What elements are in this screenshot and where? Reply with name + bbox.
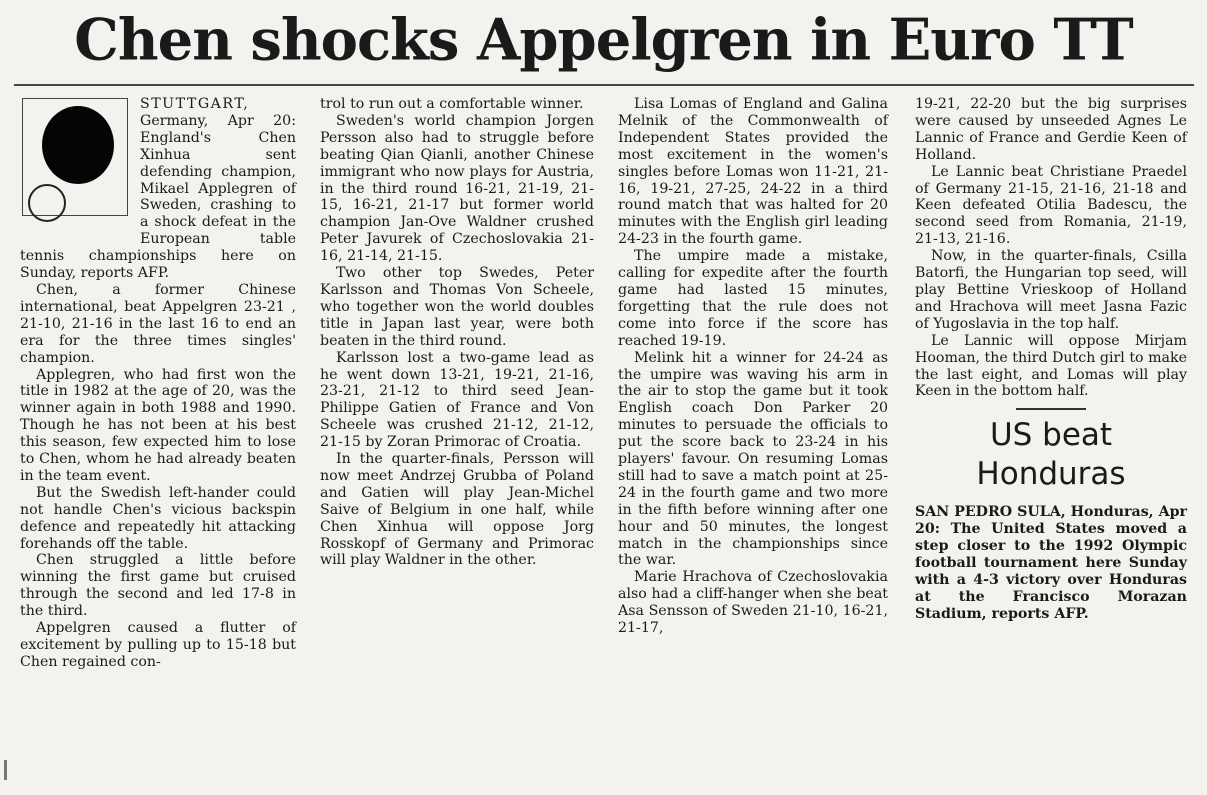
paragraph: Chen struggled a little before winning the first game but cruised through the second and led 17-8 in the third. [20,552,296,620]
subhead [915,416,1187,494]
paragraph: Appelgren caused a flutter of excitement by pulling up to 15-18 but Chen regained con- [20,620,296,670]
paragraph: Now, in the quarter-finals, Csilla Batorfi, the Hungarian top seed, will play Bettine Vrieskoop of Holland and Hrachova will meet Jasna Fazic of Yugoslavia in the top half. [915,248,1187,332]
paragraph: Lisa Lomas of England and Galina Melnik of the Commonwealth of Independent States provided the most excitement in the women's singles before Lomas won 11-21, 21-16, 19-21, 27-25, 24-22 in a third round match that was halted for 20 minutes with the English girl leading 24-23 in the fourth game. [618,96,888,248]
player-photo [20,98,132,230]
story-divider [1016,408,1086,410]
paragraph: The umpire made a mistake, calling for expedite after the fourth game had lasted 15 minutes, forgetting that the rule does not come into force if the score has reached 19-19. [618,248,888,349]
column-1 [20,96,296,671]
paragraph: Le Lannic beat Christiane Praedel of Germany 21-15, 21-16, 21-18 and Keen defeated Otilia Badescu, the second seed from Romania, 21-19, 21-13, 21-16. [915,163,1187,248]
column-3 [618,96,888,637]
paragraph-text: Germany, Apr 20: England's Chen Xinhua sent defending champion, Mikael Applegren of Sweden, crashing to a shock defeat in the European table tennis championships here on Sunday, reports AFP. [20,112,296,282]
paddle-icon [28,184,66,222]
paragraph: In the quarter-finals, Persson will now meet Andrzej Grubba of Poland and Gatien will play Jean-Michel Saive of Belgium in one half, while Chen Xinhua will oppose Jorg Rosskopf of Germany and Primorac will play Waldner in the other. [320,451,594,569]
brief-story [915,504,1187,622]
scan-edge-mark [4,760,7,780]
paragraph: Sweden's world champion Jorgen Persson also had to struggle before beating Qian Qianli, another Chinese immigrant who now plays for Austria, in the third round 16-21, 21-19, 21-15, 16-21, 21-17 but former world champion Jan-Ove Waldner crushed Peter Javurek of Czechoslovakia 21-16, 21-14, 21-15. [320,112,594,265]
paragraph: Le Lannic will oppose Mirjam Hooman, the third Dutch girl to make the last eight, and Lomas will play Keen in the bottom half. [915,332,1187,400]
headline-rule [14,84,1194,86]
dateline: STUTTGART, [140,96,250,112]
brief-story-text: SAN PEDRO SULA, Honduras, Apr 20: The United States moved a step closer to the 1992 Olympic football tournament here Sunday with a 4-3 victory over Honduras at the Francisco Morazan Stadium, reports AFP. [915,504,1187,622]
subhead-line-2: Honduras [976,456,1126,493]
column-4 [915,96,1187,623]
paragraph: But the Swedish left-hander could not handle Chen's vicious backspin defence and repeatedly hit attacking forehands off the table. [20,484,296,552]
paragraph: Chen, a former Chinese international, beat Appelgren 23-21 , 21-10, 21-16 in the last 16 to end an era for the three times singles' champion. [20,281,296,366]
photo-silhouette [42,106,114,184]
paragraph: Two other top Swedes, Peter Karlsson and Thomas Von Scheele, who together won the world doubles title in Japan last year, were both beaten in the third round. [320,265,594,349]
subhead-line-1: US beat [989,417,1113,454]
paragraph: Applegren, who had first won the title in 1982 at the age of 20, was the winner again in both 1988 and 1990. Though he has not been at his best this season, few expected him to lose to Chen, whom he had already beaten in the team event. [20,366,296,484]
headline: Chen shocks Appelgren in Euro TT [74,6,1133,74]
paragraph: 19-21, 22-20 but the big surprises were caused by unseeded Agnes Le Lannic of France and Gerdie Keen of Holland. [915,96,1187,163]
paragraph: Melink hit a winner for 24-24 as the umpire was waving his arm in the air to stop the game but it took English coach Don Parker 20 minutes to persuade the officials to put the score back to 23-24 in his players' favour. On resuming Lomas still had to save a match point at 25-24 in the fourth game and two more in the fifth before winning after one hour and 50 minutes, the longest match in the championships since the war. [618,349,888,569]
column-2 [320,96,594,569]
paragraph: Marie Hrachova of Czechoslovakia also had a cliff-hanger when she beat Asa Sensson of Sweden 21-10, 16-21, 21-17, [618,569,888,637]
paragraph: Karlsson lost a two-game lead as he went down 13-21, 19-21, 21-16, 23-21, 21-12 to third seed Jean-Philippe Gatien of France and Von Scheele was crushed 21-12, 21-12, 21-15 by Zoran Primorac of Croatia. [320,349,594,451]
paragraph: trol to run out a comfortable winner. [320,96,584,112]
